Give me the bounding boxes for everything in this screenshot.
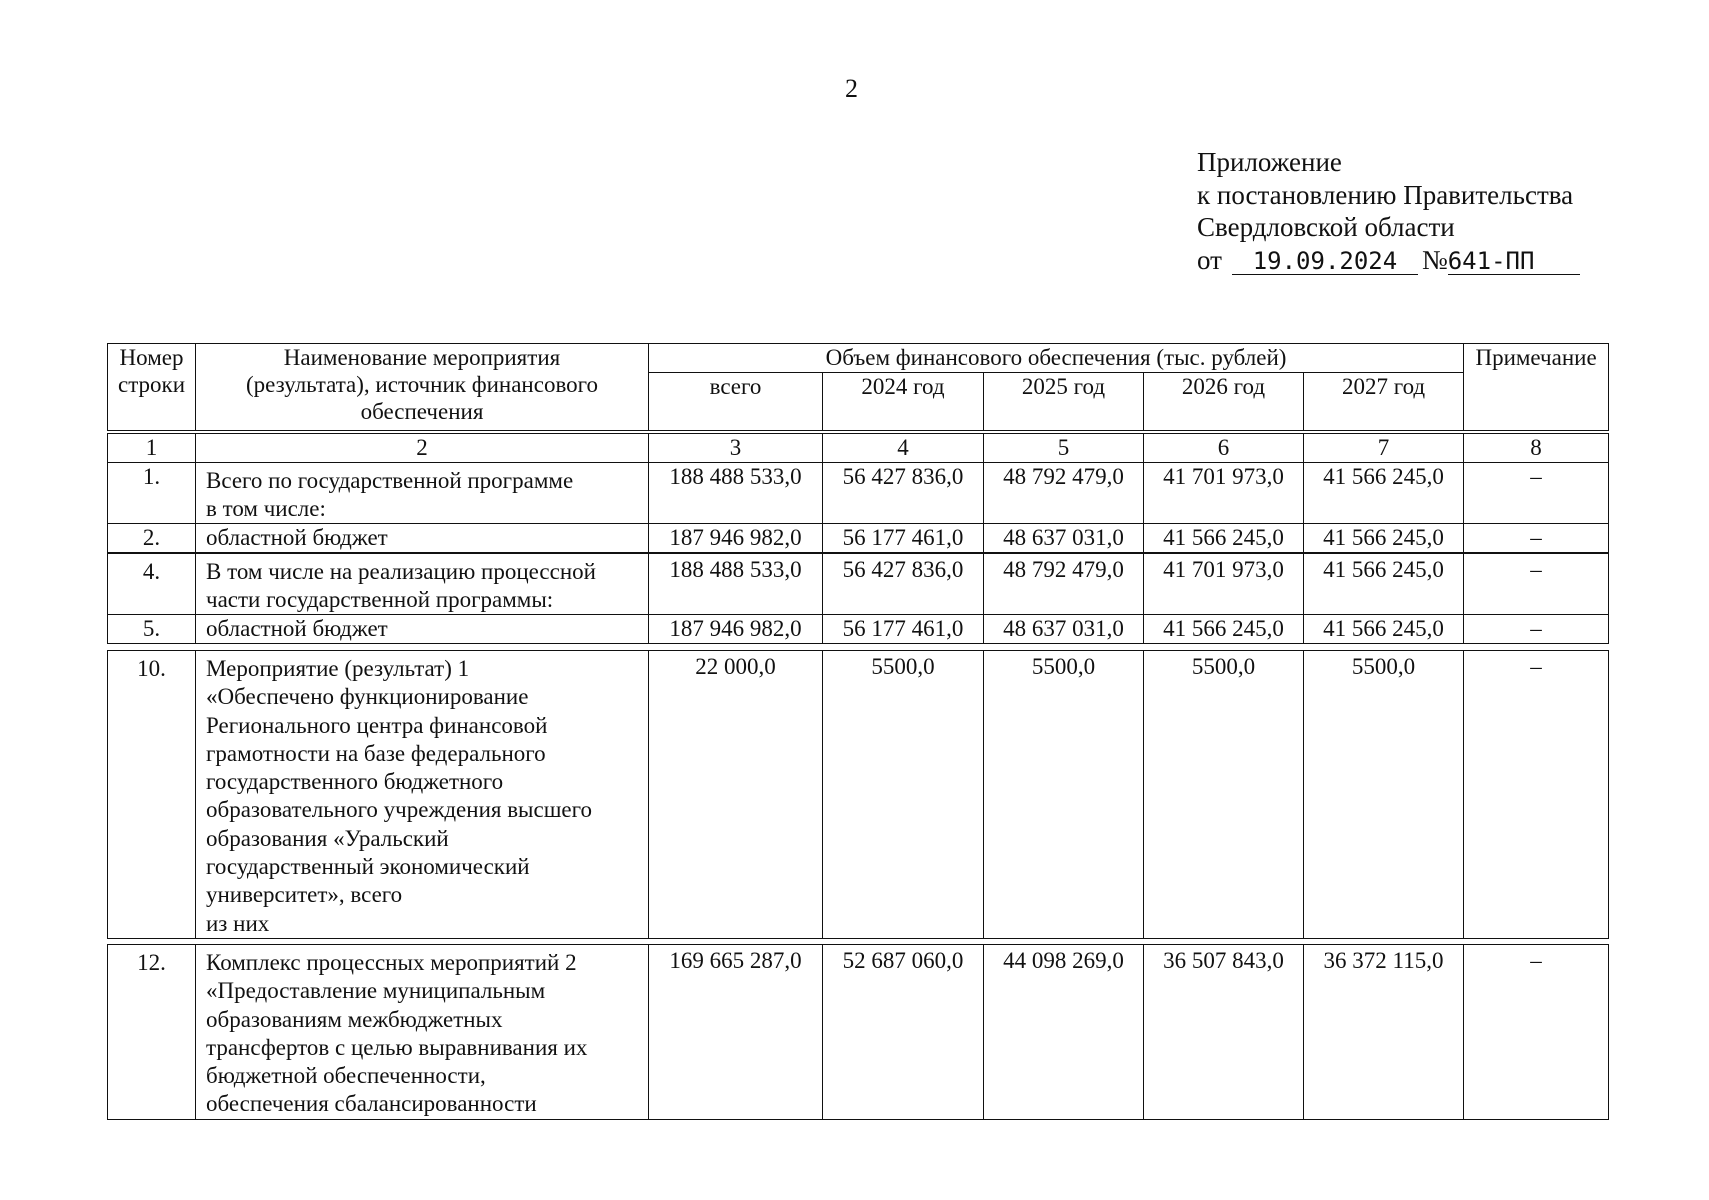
table-block-3 — [107, 650, 1609, 939]
row-2026: 36 507 843,0 — [1144, 945, 1304, 1120]
column-number: 8 — [1464, 434, 1609, 463]
row-total: 188 488 533,0 — [649, 554, 823, 615]
row-2025: 48 637 031,0 — [984, 615, 1144, 644]
number-label: № — [1421, 244, 1448, 275]
row-name: областной бюджет — [196, 615, 649, 644]
row-total: 188 488 533,0 — [649, 463, 823, 524]
row-name: Всего по государственной программе в том числе: — [196, 463, 649, 524]
table-row — [108, 524, 1609, 553]
appendix-line-decree: к постановлению Правительства — [1197, 179, 1574, 210]
column-number: 1 — [108, 434, 196, 463]
row-number: 10. — [108, 651, 196, 939]
table-row — [108, 463, 1609, 524]
header-volume: Объем финансового обеспечения (тыс. рублей) — [649, 344, 1464, 373]
appendix-title: Приложение — [1197, 147, 1342, 177]
row-2024: 52 687 060,0 — [823, 945, 984, 1120]
row-2027: 41 566 245,0 — [1304, 554, 1464, 615]
table-block-4 — [107, 944, 1609, 1120]
column-number: 2 — [196, 434, 649, 463]
header-name: Наименование мероприятия (результата), источник финансового обеспечения — [196, 344, 649, 431]
date-prefix: от — [1197, 244, 1222, 275]
row-2025: 5500,0 — [984, 651, 1144, 939]
row-note: – — [1464, 524, 1609, 553]
column-number: 5 — [984, 434, 1144, 463]
header-2025: 2025 год — [984, 373, 1144, 431]
row-2027: 41 566 245,0 — [1304, 524, 1464, 553]
row-2025: 48 792 479,0 — [984, 463, 1144, 524]
row-name: Мероприятие (результат) 1 «Обеспечено функционирование Регионального центра финансовой грамотности на базе федерального государственного бюджетного образовательного учреждения высшего образования «Уральский государственный экономический университет», всего из них — [196, 651, 649, 939]
row-number: 2. — [108, 524, 196, 553]
appendix-line-region: Свердловской области — [1197, 212, 1455, 242]
row-note: – — [1464, 651, 1609, 939]
row-2024: 5500,0 — [823, 651, 984, 939]
header-table — [107, 343, 1609, 431]
table-row — [108, 945, 1609, 1120]
row-2027: 5500,0 — [1304, 651, 1464, 939]
row-note: – — [1464, 554, 1609, 615]
row-total: 169 665 287,0 — [649, 945, 823, 1120]
row-2027: 41 566 245,0 — [1304, 463, 1464, 524]
header-2027: 2027 год — [1304, 373, 1464, 431]
row-2024: 56 177 461,0 — [823, 615, 984, 644]
row-2025: 48 792 479,0 — [984, 554, 1144, 615]
row-name: В том числе на реализацию процессной части государственной программы: — [196, 554, 649, 615]
row-2025: 48 637 031,0 — [984, 524, 1144, 553]
header-note: Примечание — [1464, 344, 1609, 431]
row-2024: 56 427 836,0 — [823, 554, 984, 615]
column-number: 6 — [1144, 434, 1304, 463]
header-2026: 2026 год — [1144, 373, 1304, 431]
appendix-block — [1197, 146, 1580, 276]
row-name: областной бюджет — [196, 524, 649, 553]
table-block-1 — [107, 433, 1609, 553]
appendix-date-line — [1197, 244, 1580, 277]
column-number: 7 — [1304, 434, 1464, 463]
row-number: 5. — [108, 615, 196, 644]
row-2025: 44 098 269,0 — [984, 945, 1144, 1120]
decree-number: 641-ПП — [1448, 248, 1580, 275]
page-number: 2 — [845, 74, 858, 103]
row-note: – — [1464, 463, 1609, 524]
row-2026: 41 701 973,0 — [1144, 463, 1304, 524]
column-number: 3 — [649, 434, 823, 463]
row-2026: 41 701 973,0 — [1144, 554, 1304, 615]
row-number: 1. — [108, 463, 196, 524]
row-total: 22 000,0 — [649, 651, 823, 939]
row-number: 4. — [108, 554, 196, 615]
row-note: – — [1464, 945, 1609, 1120]
row-number: 12. — [108, 945, 196, 1120]
decree-date: 19.09.2024 — [1232, 248, 1418, 275]
row-name: Комплекс процессных мероприятий 2 «Предоставление муниципальным образованиям межбюджетных трансфертов с целью выравнивания их бюджетной обеспеченности, обеспечения сбалансированности — [196, 945, 649, 1120]
table-row — [108, 651, 1609, 939]
row-2026: 41 566 245,0 — [1144, 615, 1304, 644]
header-total: всего — [649, 373, 823, 431]
row-2026: 41 566 245,0 — [1144, 524, 1304, 553]
header-row-number: Номер строки — [108, 344, 196, 431]
column-number: 4 — [823, 434, 984, 463]
column-numbers-row — [108, 434, 1609, 463]
table-row — [108, 554, 1609, 615]
row-2024: 56 177 461,0 — [823, 524, 984, 553]
header-2024: 2024 год — [823, 373, 984, 431]
row-2024: 56 427 836,0 — [823, 463, 984, 524]
row-2027: 41 566 245,0 — [1304, 615, 1464, 644]
row-total: 187 946 982,0 — [649, 615, 823, 644]
row-total: 187 946 982,0 — [649, 524, 823, 553]
row-2026: 5500,0 — [1144, 651, 1304, 939]
row-2027: 36 372 115,0 — [1304, 945, 1464, 1120]
row-note: – — [1464, 615, 1609, 644]
table-block-2 — [107, 553, 1609, 644]
table-row — [108, 615, 1609, 644]
